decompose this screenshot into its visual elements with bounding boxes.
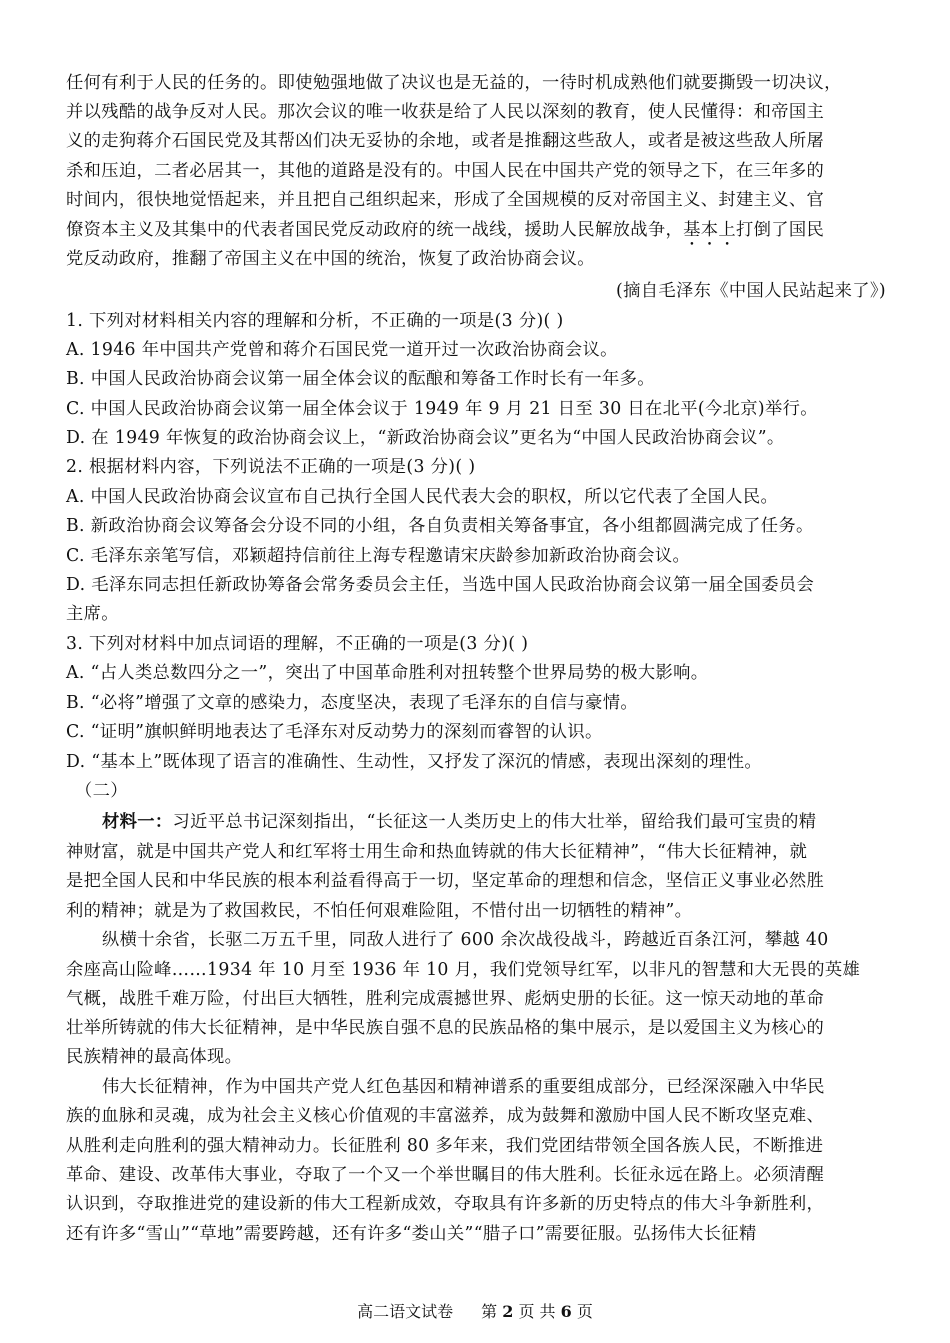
question-3-option-d: D. “基本上”既体现了语言的准确性、生动性，又抒发了深沉的情感，表现出深刻的理性。 [66, 752, 763, 772]
text-line: 民族精神的最高体现。 [66, 1047, 243, 1067]
question-2-option-d: D. 毛泽东同志担任新政协筹备会常务委员会主任，当选中国人民政治协商会议第一届全国委员会 [66, 575, 815, 595]
text-line: 壮举所铸就的伟大长征精神，是中华民族自强不息的民族品格的集中展示，是以爱国主义为核心的 [66, 1018, 825, 1038]
dotted-word: 基本上 [683, 220, 737, 240]
text-line: 纵横十余省，长驱二万五千里，同敌人进行了 600 余次战役战斗，跨越近百条江河，攀越 40 [102, 930, 829, 950]
question-3-option-b: B. “必将”增强了文章的感染力，态度坚决，表现了毛泽东的自信与豪情。 [66, 693, 639, 713]
text-line: 还有许多“雪山”“草地”需要跨越，还有许多“娄山关”“腊子口”需要征服。弘扬伟大长征精 [66, 1224, 757, 1244]
question-1-stem: 1. 下列对材料相关内容的理解和分析，不正确的一项是(3 分)( ) [66, 311, 564, 331]
text-line: 革命、建设、改革伟大事业，夺取了一个又一个举世瞩目的伟大胜利。长征永远在路上。必须清醒 [66, 1165, 825, 1185]
text-line: 神财富，就是中国共产党人和红军将士用生命和热血铸就的伟大长征精神”，“伟大长征精神，就 [66, 842, 808, 862]
footer-title: 高二语文试卷 [357, 1302, 454, 1321]
question-2-stem: 2. 根据材料内容，下列说法不正确的一项是(3 分)( ) [66, 457, 476, 477]
text-span: 打倒了国民 [736, 220, 825, 240]
text-line: 党反动政府，推翻了帝国主义在中国的统治，恢复了政治协商会议。 [66, 249, 595, 269]
text-line: 利的精神；就是为了救国救民，不怕任何艰难险阻，不惜付出一切牺牲的精神”。 [66, 901, 693, 921]
question-3-stem: 3. 下列对材料中加点词语的理解，不正确的一项是(3 分)( ) [66, 634, 529, 654]
text-line: 义的走狗蒋介石国民党及其帮凶们决无妥协的余地，或者是推翻这些敌人，或者是被这些敌人所屠 [66, 131, 825, 151]
question-3-option-a: A. “占人类总数四分之一”，突出了中国革命胜利对扭转整个世界局势的极大影响。 [66, 663, 709, 683]
page-footer [0, 1301, 950, 1323]
text-line: 时间内，很快地觉悟起来，并且把自己组织起来，形成了全国规模的反对帝国主义、封建主义、官 [66, 190, 825, 210]
text-line: 伟大长征精神，作为中国共产党人红色基因和精神谱系的重要组成部分，已经深深融入中华民 [102, 1077, 825, 1097]
text-line: 余座高山险峰……1934 年 10 月至 1936 年 10 月，我们党领导红军，以非凡的智慧和大无畏的英雄 [66, 960, 861, 980]
material-label: 材料一： [102, 812, 173, 832]
question-1-option-a: A. 1946 年中国共产党曾和蒋介石国民党一道开过一次政治协商会议。 [66, 340, 618, 360]
question-1-option-d: D. 在 1949 年恢复的政治协商会议上，“新政治协商会议”更名为“中国人民政治协商会议”。 [66, 428, 785, 448]
question-1-option-b: B. 中国人民政治协商会议第一届全体会议的酝酿和筹备工作时长有一年多。 [66, 369, 655, 389]
question-2-option-b: B. 新政治协商会议筹备会分设不同的小组，各自负责相关筹备事宜，各小组都圆满完成了任务。 [66, 516, 814, 536]
text-span: 习近平总书记深刻指出，“长征这一人类历史上的伟大壮举，留给我们最可宝贵的精 [172, 812, 817, 832]
footer-page-suffix: 页 [576, 1302, 593, 1321]
text-line: 气概，战胜千难万险，付出巨大牺牲，胜利完成震撼世界、彪炳史册的长征。这一惊天动地的革命 [66, 989, 825, 1009]
footer-page-number: 2 [502, 1302, 514, 1321]
text-line: 认识到，夺取推进党的建设新的伟大工程新成效，夺取具有许多新的历史特点的伟大斗争新胜利， [66, 1194, 825, 1214]
question-2-option-a: A. 中国人民政治协商会议宣布自己执行全国人民代表大会的职权，所以它代表了全国人民。 [66, 487, 779, 507]
text-line [102, 808, 886, 838]
section-heading: （二） [75, 781, 128, 801]
text-line: 是把全国人民和中华民族的根本利益看得高于一切，坚定革命的理想和信念，坚信正义事业必然胜 [66, 871, 825, 891]
source-citation: (摘自毛泽东《中国人民站起来了》) [615, 281, 886, 301]
question-2-option-c: C. 毛泽东亲笔写信，邓颖超持信前往上海专程邀请宋庆龄参加新政治协商会议。 [66, 546, 691, 566]
text-line: 并以残酷的战争反对人民。那次会议的唯一收获是给了人民以深刻的教育，使人民懂得：和帝国主 [66, 102, 825, 122]
footer-page-total: 6 [560, 1302, 572, 1321]
text-line: 杀和压迫，二者必居其一，其他的道路是没有的。中国人民在中国共产党的领导之下，在三年多的 [66, 161, 825, 181]
question-3-option-c: C. “证明”旗帜鲜明地表达了毛泽东对反动势力的深刻而睿智的认识。 [66, 722, 603, 742]
footer-page-mid: 页 共 [518, 1302, 556, 1321]
text-line: 任何有利于人民的任务的。即使勉强地做了决议也是无益的，一待时机成熟他们就要撕毁一切决议， [66, 73, 842, 93]
text-line: 从胜利走向胜利的强大精神动力。长征胜利 80 多年来，我们党团结带领全国各族人民，不断推进 [66, 1136, 824, 1156]
footer-page-prefix: 第 [481, 1302, 498, 1321]
text-line: 族的血脉和灵魂，成为社会主义核心价值观的丰富滋养，成为鼓舞和激励中国人民不断攻坚克难、 [66, 1106, 825, 1126]
text-span: 僚资本主义及其集中的代表者国民党反动政府的统一战线，援助人民解放战争， [66, 220, 684, 240]
question-1-option-c: C. 中国人民政治协商会议第一届全体会议于 1949 年 9 月 21 日至 30 日在北平(今北京)举行。 [66, 399, 818, 419]
question-2-option-d-cont: 主席。 [66, 604, 119, 624]
